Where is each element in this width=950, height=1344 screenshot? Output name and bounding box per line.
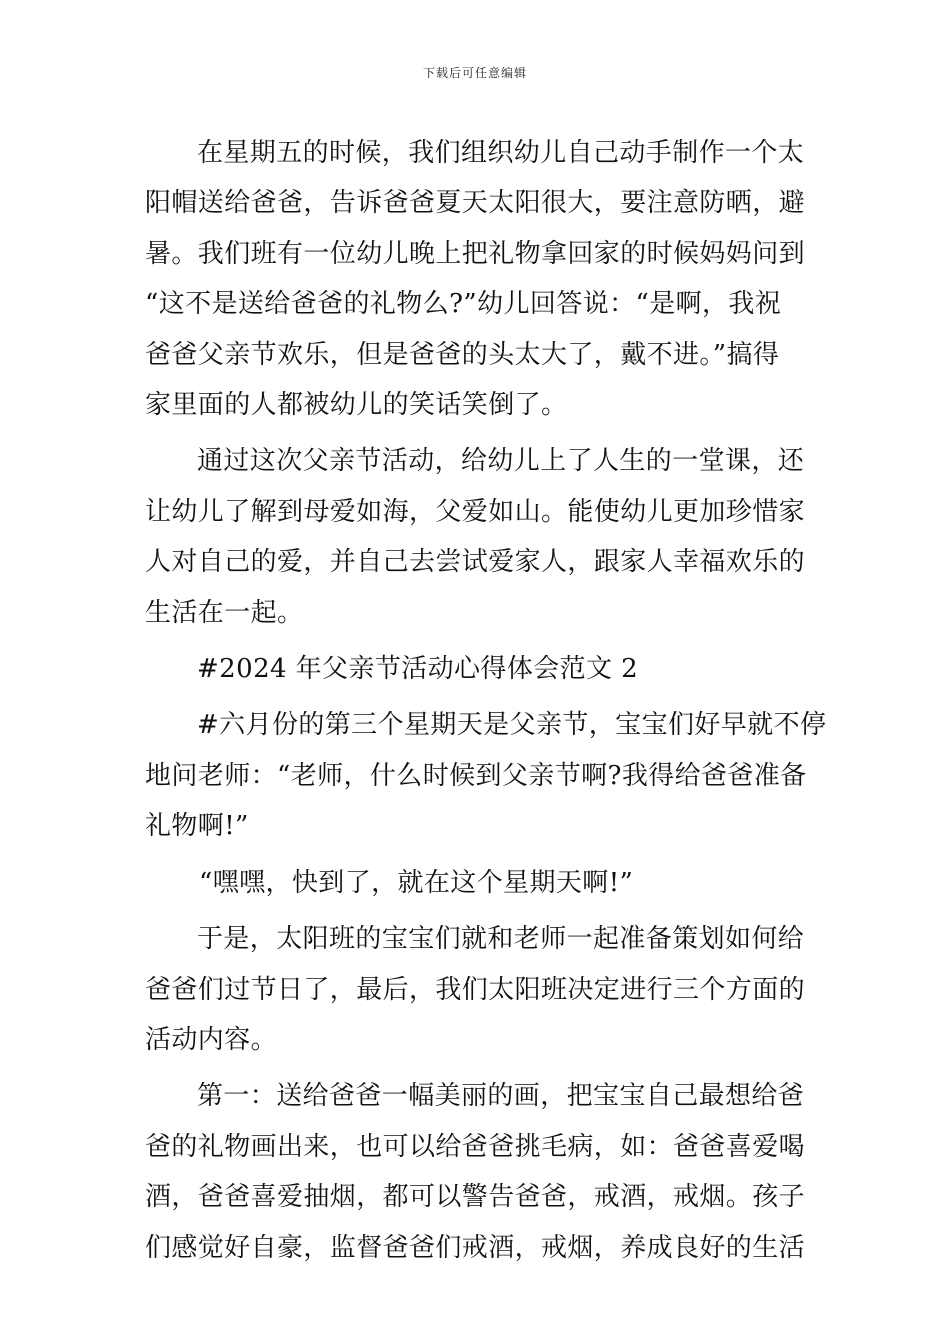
text-line: 酒，爸爸喜爱抽烟，都可以警告爸爸，戒酒，戒烟。孩子 xyxy=(145,1182,806,1213)
text-line: 在星期五的时候，我们组织幼儿自己动手制作一个太 xyxy=(197,138,805,168)
paragraph-summary xyxy=(145,436,807,638)
text-line: 爸的礼物画出来，也可以给爸爸挑毛病，如：爸爸喜爱喝 xyxy=(145,1131,806,1162)
text-line: 爸爸父亲节欢乐，但是爸爸的头太大了，戴不进。”搞得 xyxy=(145,339,780,370)
text-line: 爸爸们过节日了，最后，我们太阳班决定进行三个方面的 xyxy=(145,974,806,1005)
text-line: 活动内容。 xyxy=(145,1024,278,1055)
paragraph-planning xyxy=(145,914,807,1065)
document-body xyxy=(145,128,827,1273)
text-line: “这不是送给爸爸的礼物么?”幼儿回答说：“是啊，我祝 xyxy=(145,289,782,320)
text-line: 通过这次父亲节活动，给幼儿上了人生的一堂课，还 xyxy=(197,446,805,477)
heading-line: #2024 年父亲节活动心得体会范文 2 xyxy=(197,654,639,685)
header-note: 下载后可任意编辑 xyxy=(422,66,527,80)
text-line: 第一：送给爸爸一幅美丽的画，把宝宝自己最想给爸 xyxy=(197,1081,805,1112)
text-line: “嘿嘿，快到了，就在这个星期天啊!” xyxy=(199,867,634,898)
text-line: 阳帽送给爸爸，告诉爸爸夏天太阳很大，要注意防晒，避 xyxy=(145,188,806,219)
text-line: 生活在一起。 xyxy=(145,597,304,628)
text-line: 地问老师：“老师，什么时候到父亲节啊?我得给爸爸准备 xyxy=(145,760,807,791)
text-line: 家里面的人都被幼儿的笑话笑倒了。 xyxy=(145,390,568,421)
section-heading xyxy=(145,644,807,694)
text-line: 让幼儿了解到母爱如海，父爱如山。能使幼儿更加珍惜家 xyxy=(145,496,806,527)
text-line: 人对自己的爱，并自己去尝试爱家人，跟家人幸福欢乐的 xyxy=(145,547,806,578)
text-line: 于是，太阳班的宝宝们就和老师一起准备策划如何给 xyxy=(197,924,805,955)
paragraph-teacher-reply xyxy=(145,858,807,908)
text-line: 们感觉好自豪，监督爸爸们戒酒，戒烟，养成良好的生活 xyxy=(145,1232,806,1263)
paragraph-sun-hat xyxy=(145,128,807,430)
paragraph-activity-one xyxy=(145,1071,807,1273)
text-line: 礼物啊!” xyxy=(145,811,249,842)
text-line: #六月份的第三个星期天是父亲节，宝宝们好早就不停 xyxy=(197,710,827,741)
text-line: 暑。我们班有一位幼儿晚上把礼物拿回家的时候妈妈问到 xyxy=(145,238,806,269)
paragraph-fathers-day-intro xyxy=(145,700,827,851)
